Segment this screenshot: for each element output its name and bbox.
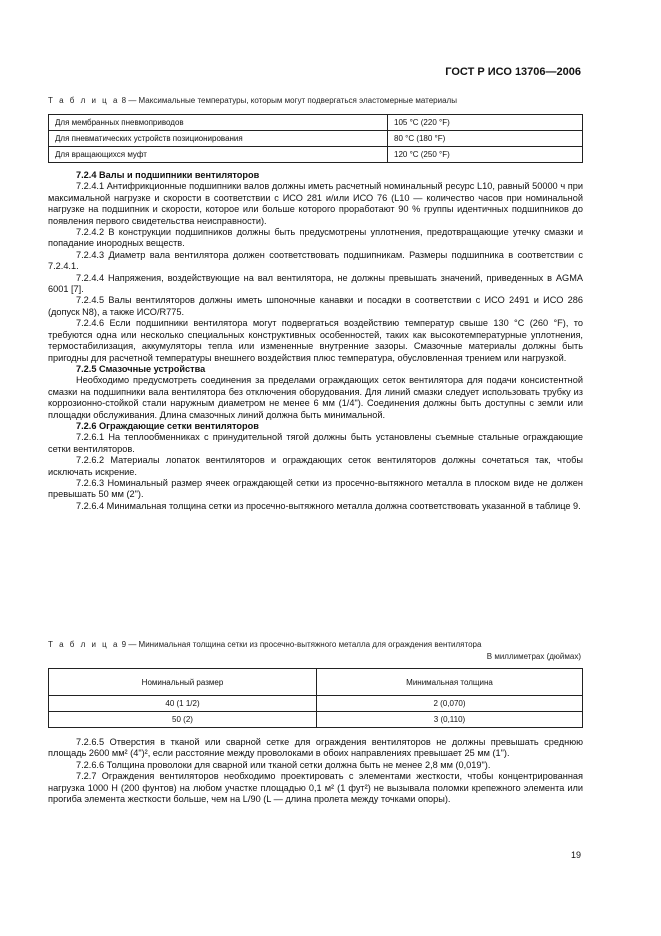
paragraph — [48, 737, 583, 760]
document-header: ГОСТ Р ИСО 13706—2006 — [445, 66, 581, 78]
table8 — [48, 114, 583, 163]
paragraph — [48, 250, 583, 273]
body-text-1 — [48, 170, 583, 512]
clause-heading: Смазочные устройства — [99, 363, 206, 374]
paragraph — [48, 375, 583, 421]
table9-caption-text: 9 — Минимальная толщина сетки из просечно-вытяжного металла для ограждения вентилятора — [121, 640, 482, 649]
paragraph — [48, 501, 583, 512]
paragraph-text: Необходимо предусмотреть соединения за пределами ограждающих сеток вентилятора для подачи консистентной смазки на подшипники вала вентилятора без отключения оборудования. Для линий смазки следует использовать трубку из коррозионно-стойкой стали наружным диаметром не менее 6 мм (1/4"). Соединения должны быть доступны с земли или площадки обслуживания. Длина смазочных линий должна быть минимальной. — [48, 375, 583, 420]
paragraph — [48, 295, 583, 318]
table-cell: 2 (0,070) — [317, 696, 583, 712]
paragraph-text: Антифрикционные подшипники валов должны иметь расчетный номинальный ресурс L10, равный 50000 ч при максимальной нагрузке и скорости в соответствии с ИСО 281 и/или ИСО 76 (L10 — количество часов при номинальной нагрузке на подшипник и скорости, которое или больше которого проработают 90 % группы идентичных подшипников до появления первого свидетельства неисправности). — [48, 181, 583, 226]
table-cell: 40 (1 1/2) — [49, 696, 317, 712]
clause-number: 7.2.6.4 — [76, 500, 105, 511]
clause-number: 7.2.4.1 — [76, 181, 105, 192]
clause-number: 7.2.6.6 — [76, 759, 105, 770]
paragraph — [48, 478, 583, 501]
paragraph-text: Напряжения, воздействующие на вал вентилятора, не должны превышать значений, приведенных в AGMA 6001 [7]. — [48, 272, 583, 295]
paragraph-text: Отверстия в тканой или сварной сетке для ограждения вентиляторов не должны превышать среднюю площадь 2600 мм² (4")², если расстояние между проволоками в обоих направлениях превышает 25 мм (1"). — [48, 737, 583, 759]
clause-number: 7.2.6.2 — [76, 455, 105, 466]
paragraph — [48, 364, 583, 375]
table8-label: Т а б л и ц а — [48, 96, 120, 105]
clause-number: 7.2.5 — [76, 363, 97, 374]
clause-number: 7.2.4.5 — [76, 295, 105, 306]
paragraph-text: Если подшипники вентилятора могут подвергаться воздействию температур свыше 130 °С (260 °F), то требуются одна или несколько специальных конструктивных особенностей, таких как высокотемпературные уплотнения, термостабилизация, аккумуляторы тепла или измененные внутренние зазоры. Смазочные материалы должны быть пригодны для расчетной температуры внешнего воздействия плюс температура, обусловленная трением или нагрузкой. — [48, 318, 583, 363]
clause-number: 7.2.4.2 — [76, 227, 105, 238]
clause-number: 7.2.6 — [76, 420, 97, 431]
table-row — [49, 712, 583, 728]
table-cell: Для мембранных пневмоприводов — [49, 115, 388, 131]
paragraph — [48, 318, 583, 364]
paragraph — [48, 181, 583, 227]
table-row — [49, 147, 583, 163]
clause-heading: Ограждающие сетки вентиляторов — [99, 420, 259, 431]
paragraph-text: Минимальная толщина сетки из просечно-вытяжного металла должна соответствовать указанной в таблице 9. — [106, 500, 581, 511]
paragraph-text: Ограждения вентиляторов необходимо проектировать с элементами жесткости, чтобы концентрированная нагрузка 1000 Н (200 фунтов) на любом участке площадью 0,1 м² (1 фут²) не вызывала поломки крепежного элемента или прогиба элемента жесткости больше, чем на L/90 (L — длина пролета между точками опоры). — [48, 771, 583, 805]
column-header: Номинальный размер — [49, 669, 317, 696]
paragraph — [48, 273, 583, 296]
column-header: Минимальная толщина — [317, 669, 583, 696]
table-cell: Для вращающихся муфт — [49, 147, 388, 163]
body-text-2 — [48, 737, 583, 805]
table-row — [49, 131, 583, 147]
page-number: 19 — [570, 850, 581, 860]
clause-number: 7.2.7 — [76, 771, 97, 782]
table-row — [49, 115, 583, 131]
paragraph-text: Номинальный размер ячеек ограждающей сетки из просечно-вытяжного металла в плоском виде не должен превышать 50 мм (2"). — [48, 477, 583, 500]
paragraph-text: На теплообменниках с принудительной тягой должны быть установлены съемные стальные ограждающие сетки вентиляторов. — [48, 432, 583, 454]
table8-caption — [48, 96, 457, 105]
paragraph-text: В конструкции подшипников должны быть предусмотрены уплотнения, предотвращающие утечку смазки и попадание инородных веществ. — [48, 227, 583, 249]
table9-label: Т а б л и ц а — [48, 640, 120, 649]
paragraph — [48, 421, 583, 432]
paragraph — [48, 771, 583, 805]
clause-number: 7.2.4.4 — [76, 272, 105, 283]
clause-heading: Валы и подшипники вентиляторов — [99, 170, 260, 180]
paragraph-text: Материалы лопаток вентиляторов и ограждающих сеток вентиляторов должны сочетаться так, чтобы исключать искрение. — [48, 455, 583, 477]
clause-number: 7.2.4 — [76, 170, 97, 180]
table-cell: 120 °С (250 °F) — [388, 147, 583, 163]
table-row — [49, 696, 583, 712]
paragraph — [48, 432, 583, 455]
table-cell: 105 °С (220 °F) — [388, 115, 583, 131]
paragraph — [48, 170, 583, 181]
table8-caption-text: 8 — Максимальные температуры, которым могут подвергаться эластомерные материалы — [121, 96, 457, 105]
table-cell: 80 °С (180 °F) — [388, 131, 583, 147]
table9-unit: В миллиметрах (дюймах) — [486, 652, 581, 661]
paragraph — [48, 760, 583, 771]
paragraph-text: Валы вентиляторов должны иметь шпоночные канавки и посадки в соответствии с ИСО 2491 и ИСО 286 (допуск N8), а также ИСО/R775. — [48, 295, 583, 317]
clause-number: 7.2.4.6 — [76, 318, 105, 329]
table-cell: 50 (2) — [49, 712, 317, 728]
clause-number: 7.2.4.3 — [76, 249, 105, 260]
clause-number: 7.2.6.1 — [76, 432, 105, 443]
table9-caption — [48, 640, 481, 649]
paragraph — [48, 227, 583, 250]
table-cell: 3 (0,110) — [317, 712, 583, 728]
paragraph-text: Диаметр вала вентилятора должен соответствовать подшипникам. Размеры подшипника в соответствии с 7.2.4.1. — [48, 249, 583, 272]
paragraph — [48, 455, 583, 478]
table-cell: Для пневматических устройств позиционирования — [49, 131, 388, 147]
table9 — [48, 668, 583, 728]
table-header-row — [49, 669, 583, 696]
clause-number: 7.2.6.3 — [76, 477, 105, 488]
clause-number: 7.2.6.5 — [76, 737, 105, 747]
paragraph-text: Толщина проволоки для сварной или тканой сетки должна быть не менее 2,8 мм (0,019"). — [106, 759, 491, 770]
